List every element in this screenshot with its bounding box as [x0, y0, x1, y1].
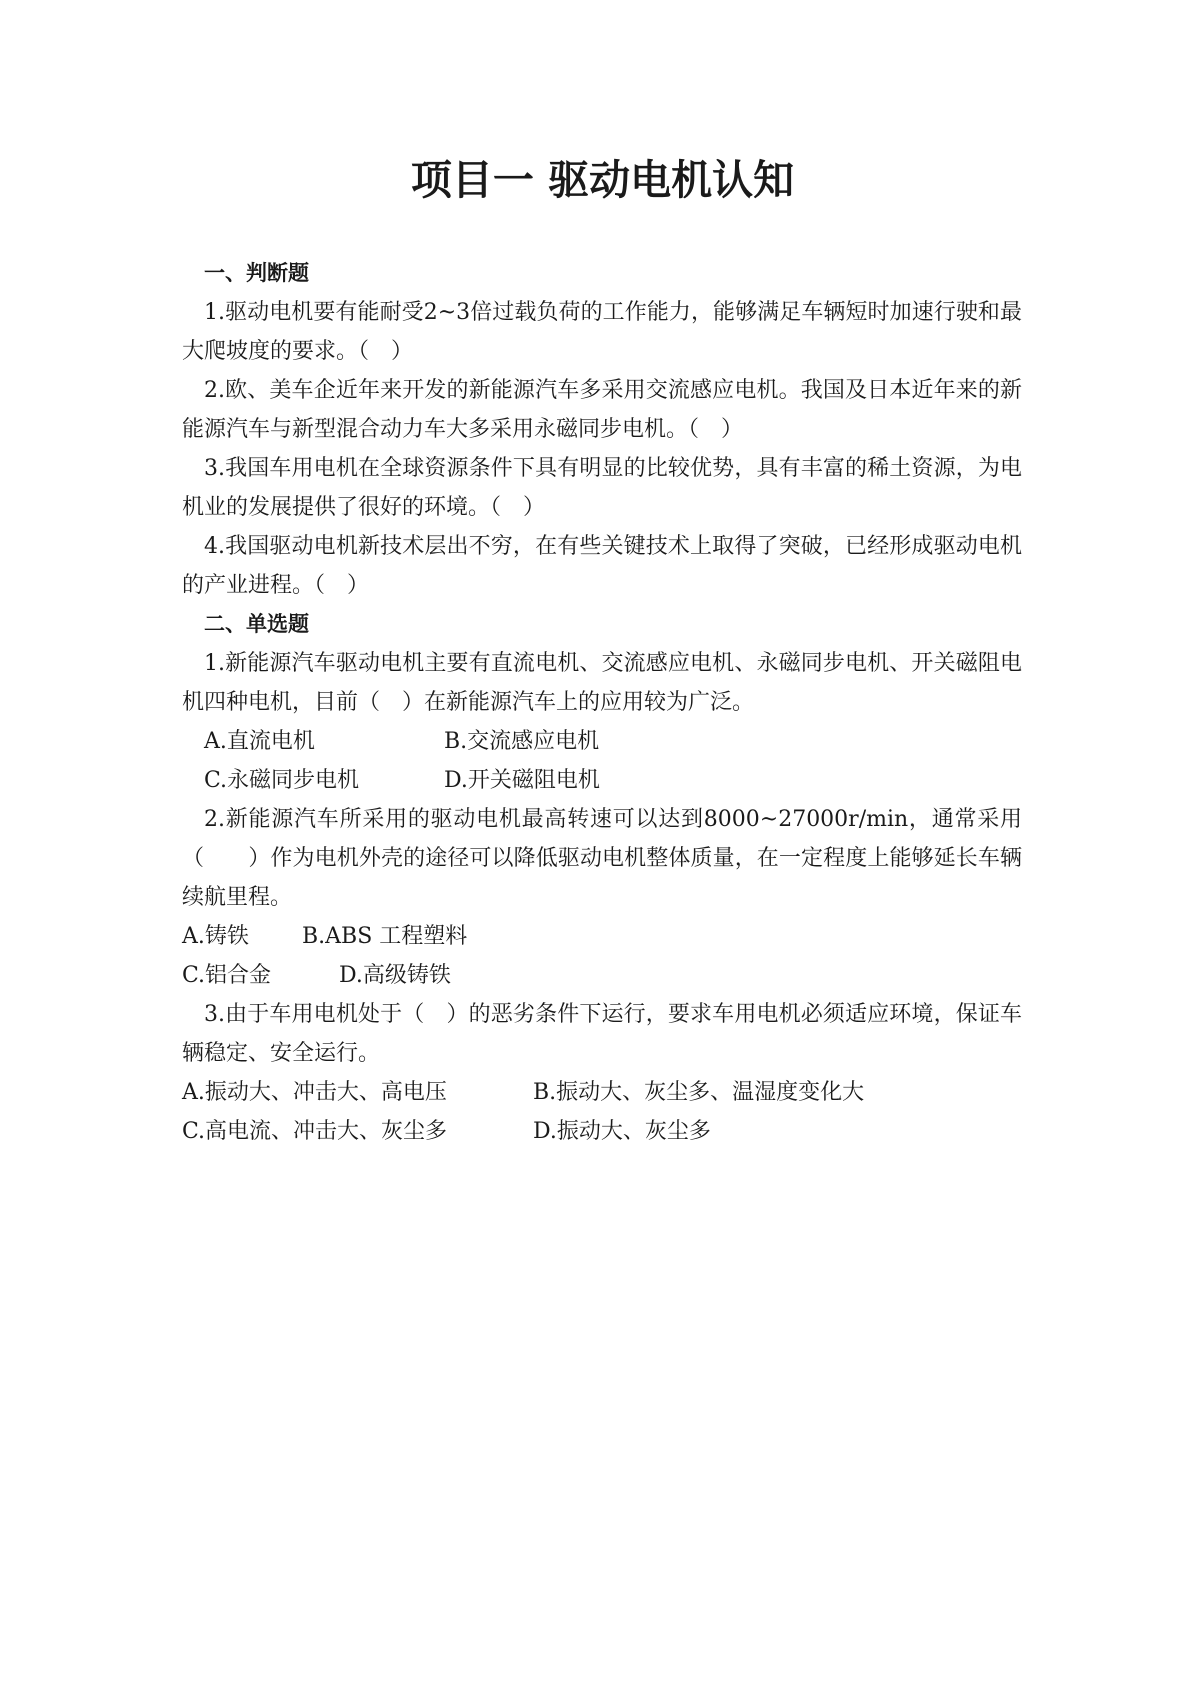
question-item: 2.欧、美车企近年来开发的新能源汽车多采用交流感应电机。我国及日本近年来的新能源汽车与新型混合动力车大多采用永磁同步电机。（ ） [182, 378, 1022, 442]
options-row [182, 1112, 1022, 1151]
options-row [182, 722, 1022, 761]
option-b: B.ABS 工程塑料 [302, 924, 468, 949]
question-item: 1.驱动电机要有能耐受2~3倍过载负荷的工作能力，能够满足车辆短时加速行驶和最大爬坡度的要求。（ ） [182, 300, 1022, 364]
document-body [182, 254, 1022, 1151]
section-heading: 二、单选题 [204, 612, 309, 636]
option-b: B.交流感应电机 [444, 729, 600, 754]
section-single-choice [182, 605, 1022, 1151]
option-c: C.永磁同步电机 [204, 768, 360, 793]
option-d: D.高级铸铁 [339, 963, 451, 988]
options-row [182, 917, 1022, 956]
page-title: 项目一 驱动电机认知 [410, 156, 795, 204]
options-row [182, 1073, 1022, 1112]
section-true-false [182, 254, 1022, 605]
question-item: 4.我国驱动电机新技术层出不穷，在有些关键技术上取得了突破，已经形成驱动电机的产业进程。（ ） [182, 534, 1022, 598]
question-item: 1.新能源汽车驱动电机主要有直流电机、交流感应电机、永磁同步电机、开关磁阻电机四种电机，目前（ ）在新能源汽车上的应用较为广泛。 [182, 651, 1022, 715]
options-row [182, 956, 1022, 995]
option-b: B.振动大、灰尘多、温湿度变化大 [533, 1080, 865, 1105]
question-item: 3.由于车用电机处于（ ）的恶劣条件下运行，要求车用电机必须适应环境，保证车辆稳定、安全运行。 [182, 1002, 1022, 1066]
option-c: C.铝合金 [182, 963, 272, 988]
option-a: A.铸铁 [182, 924, 249, 949]
option-a: A.振动大、冲击大、高电压 [182, 1080, 447, 1105]
option-a: A.直流电机 [204, 729, 315, 754]
section-heading: 一、判断题 [204, 261, 309, 285]
options-row [182, 761, 1022, 800]
question-item: 3.我国车用电机在全球资源条件下具有明显的比较优势，具有丰富的稀土资源，为电机业的发展提供了很好的环境。（ ） [182, 456, 1022, 520]
option-d: D.振动大、灰尘多 [533, 1119, 711, 1144]
option-c: C.高电流、冲击大、灰尘多 [182, 1119, 448, 1144]
option-d: D.开关磁阻电机 [444, 768, 600, 793]
question-item: 2.新能源汽车所采用的驱动电机最高转速可以达到8000~27000r/min，通常采用（ ）作为电机外壳的途径可以降低驱动电机整体质量，在一定程度上能够延长车辆续航里程。 [182, 807, 1022, 910]
